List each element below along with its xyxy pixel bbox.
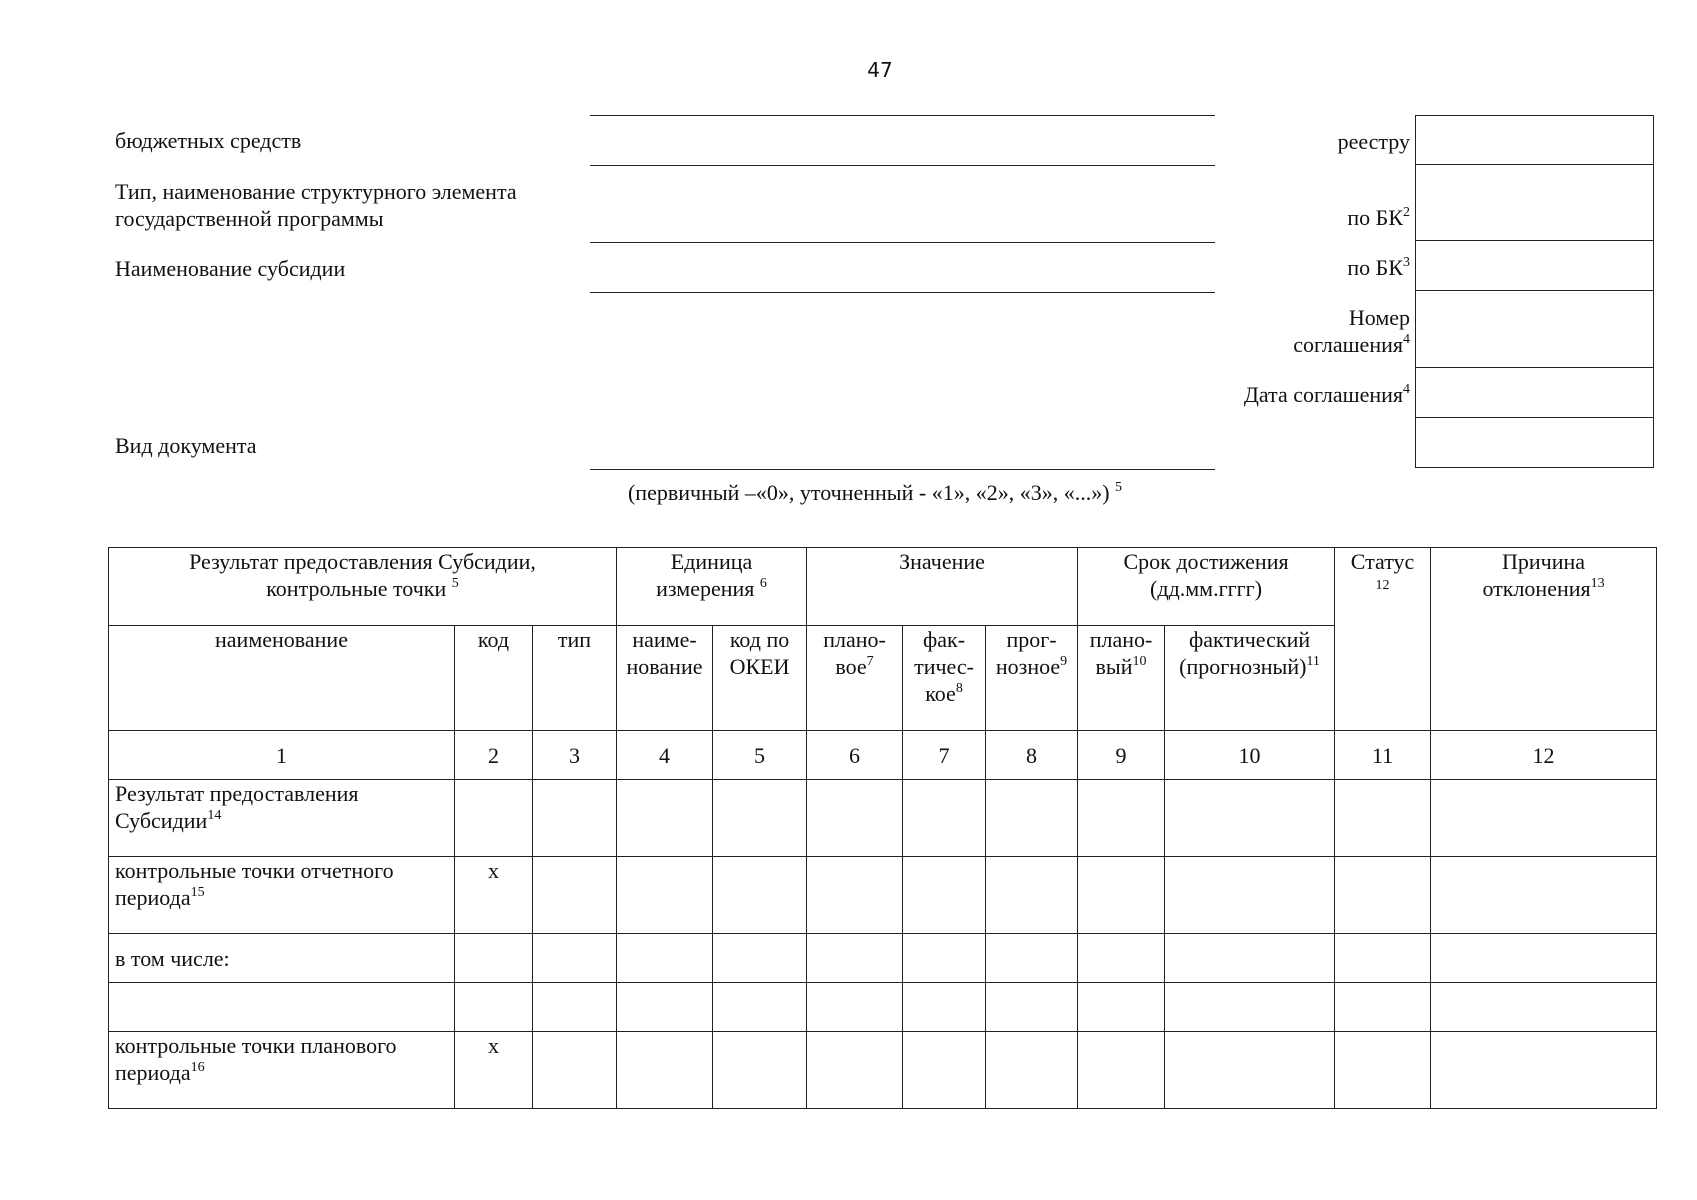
cell[interactable] xyxy=(109,983,455,1032)
cell[interactable] xyxy=(1431,780,1657,857)
row-subsidy-result-text: Субсидии xyxy=(115,808,208,833)
cell[interactable] xyxy=(713,934,807,983)
header-unit-line2 xyxy=(617,575,806,602)
subheader-forecast-value-text: нозное xyxy=(995,654,1061,679)
cell[interactable] xyxy=(1078,1032,1165,1109)
row-reporting-checkpoints-line1: контрольные точки отчетного xyxy=(115,858,394,883)
cell[interactable] xyxy=(533,857,617,934)
results-table xyxy=(108,547,1657,1109)
cell[interactable] xyxy=(807,1032,903,1109)
label-agreement-date-text: Дата соглашения xyxy=(1243,382,1403,407)
header-result xyxy=(109,548,617,626)
footnote-5-table: 5 xyxy=(451,576,459,591)
label-bk-1-text: по БК xyxy=(1347,205,1403,230)
cell[interactable] xyxy=(713,1032,807,1109)
header-result-line2-text: контрольные точки xyxy=(266,576,447,601)
label-bk-2 xyxy=(1080,254,1410,281)
page-number: 47 xyxy=(867,58,893,82)
table-row xyxy=(109,934,1657,983)
col-number: 5 xyxy=(713,731,807,780)
subheader-unit-name xyxy=(617,626,713,731)
cell[interactable] xyxy=(455,983,533,1032)
subheader-forecast-value-line2 xyxy=(986,653,1077,680)
cell[interactable] xyxy=(1335,1032,1431,1109)
subheader-okei xyxy=(713,626,807,731)
cell[interactable] xyxy=(1335,857,1431,934)
cell[interactable] xyxy=(986,983,1078,1032)
subheader-actual-value-line1: фак- xyxy=(922,627,966,652)
subheader-actual-term-line1: фактический xyxy=(1188,627,1311,652)
cell[interactable] xyxy=(986,857,1078,934)
cell[interactable] xyxy=(903,983,986,1032)
header-result-line1: Результат предоставления Субсидии, xyxy=(189,549,536,574)
cell[interactable] xyxy=(1431,934,1657,983)
col-number: 7 xyxy=(903,731,986,780)
subheader-unit-name-line2: нование xyxy=(626,654,703,679)
cell[interactable] xyxy=(1431,1032,1657,1109)
cell[interactable] xyxy=(455,934,533,983)
row-planned-checkpoints-line1: контрольные точки планового xyxy=(115,1033,397,1058)
cell[interactable] xyxy=(1165,857,1335,934)
cell[interactable] xyxy=(1431,857,1657,934)
subheader-planned-term-text: вый xyxy=(1095,654,1133,679)
col-number: 9 xyxy=(1078,731,1165,780)
footnote-15: 15 xyxy=(190,885,205,900)
footnote-3: 3 xyxy=(1403,255,1410,270)
subheader-planned-value-line1: плано- xyxy=(823,627,886,652)
row-reporting-checkpoints xyxy=(109,857,455,934)
footnote-13: 13 xyxy=(1590,576,1605,591)
cell[interactable] xyxy=(903,857,986,934)
row-reporting-checkpoints-line2 xyxy=(115,884,454,911)
fill-line-document-kind[interactable] xyxy=(590,469,1215,470)
subheader-okei-line2: ОКЕИ xyxy=(729,654,790,679)
fill-line-structural-element[interactable] xyxy=(590,242,1215,243)
footnote-14: 14 xyxy=(207,808,222,823)
header-reason xyxy=(1431,548,1657,731)
label-agreement-date xyxy=(1080,381,1410,408)
fill-line-subsidy[interactable] xyxy=(590,292,1215,293)
row-including: в том числе: xyxy=(109,934,455,983)
subheader-actual-term-text: (прогнозный) xyxy=(1179,654,1307,679)
cell[interactable] xyxy=(1165,983,1335,1032)
subheader-planned-term-line2 xyxy=(1078,653,1164,680)
cell[interactable] xyxy=(713,983,807,1032)
col-number: 11 xyxy=(1335,731,1431,780)
cell[interactable] xyxy=(986,934,1078,983)
label-registry: реестру xyxy=(1337,129,1410,154)
header-status xyxy=(1335,548,1431,731)
row-planned-checkpoints-line2 xyxy=(115,1059,454,1086)
cell[interactable] xyxy=(807,857,903,934)
footnote-2: 2 xyxy=(1403,205,1410,220)
cell[interactable] xyxy=(533,780,617,857)
row-subsidy-result xyxy=(109,780,455,857)
footnote-4a: 4 xyxy=(1403,332,1410,347)
label-document-kind: Вид документа xyxy=(115,433,257,458)
label-agreement-number xyxy=(1080,304,1410,358)
cell[interactable] xyxy=(617,780,713,857)
table-row xyxy=(109,780,1657,857)
header-value: Значение xyxy=(807,548,1078,626)
header-unit-line2-text: измерения xyxy=(656,576,755,601)
subheader-unit-name-line1: наиме- xyxy=(632,627,697,652)
table-row xyxy=(109,857,1657,934)
cell[interactable] xyxy=(533,934,617,983)
label-agreement-number-line1: Номер xyxy=(1348,305,1410,330)
subheader-planned-value-line2 xyxy=(807,653,902,680)
cell[interactable] xyxy=(713,857,807,934)
row-planned-checkpoints xyxy=(109,1032,455,1109)
document-kind-hint-text: (первичный –«0», уточненный - «1», «2», «3», «...») xyxy=(627,480,1110,505)
footnote-7: 7 xyxy=(866,654,874,669)
cell[interactable] xyxy=(1335,780,1431,857)
cell[interactable] xyxy=(455,780,533,857)
cell[interactable] xyxy=(713,780,807,857)
footnote-12: 12 xyxy=(1375,578,1390,593)
header-reason-line1: Причина xyxy=(1502,549,1586,574)
subheader-actual-term-line2 xyxy=(1165,653,1334,680)
cell[interactable] xyxy=(533,1032,617,1109)
subheader-okei-line1: код по xyxy=(729,627,790,652)
cell-code-x: x xyxy=(455,1032,533,1109)
footnote-9: 9 xyxy=(1060,654,1068,669)
box-bk-1[interactable] xyxy=(1415,164,1654,241)
subheader-actual-value-line3 xyxy=(903,680,985,707)
cell[interactable] xyxy=(617,934,713,983)
subheader-actual-term xyxy=(1165,626,1335,731)
row-subsidy-result-line1: Результат предоставления xyxy=(115,781,359,806)
col-number: 6 xyxy=(807,731,903,780)
cell[interactable] xyxy=(807,934,903,983)
label-agreement-number-text: соглашения xyxy=(1293,332,1403,357)
cell[interactable] xyxy=(986,780,1078,857)
subheader-actual-value-text: кое xyxy=(925,681,956,706)
subheader-forecast-value xyxy=(986,626,1078,731)
box-agreement-number[interactable] xyxy=(1415,291,1654,368)
cell[interactable] xyxy=(1078,780,1165,857)
label-structural-element-line2: государственной программы xyxy=(115,206,384,231)
col-number: 4 xyxy=(617,731,713,780)
cell[interactable] xyxy=(617,1032,713,1109)
cell[interactable] xyxy=(1335,934,1431,983)
col-number: 12 xyxy=(1431,731,1657,780)
footnote-6: 6 xyxy=(759,576,767,591)
box-bk-2[interactable] xyxy=(1415,241,1654,291)
footnote-8: 8 xyxy=(955,681,963,696)
subheader-name: наименование xyxy=(109,626,455,731)
document-kind-hint xyxy=(560,480,1190,506)
subheader-planned-value-text: вое xyxy=(835,654,867,679)
subheader-planned-term-line1: плано- xyxy=(1089,627,1153,652)
subheader-forecast-value-line1: прог- xyxy=(1006,627,1057,652)
footnote-16: 16 xyxy=(190,1060,205,1075)
box-agreement-date[interactable] xyxy=(1415,368,1654,418)
cell[interactable] xyxy=(1335,983,1431,1032)
subheader-planned-term xyxy=(1078,626,1165,731)
cell[interactable] xyxy=(533,983,617,1032)
cell[interactable] xyxy=(1078,934,1165,983)
subheader-type: тип xyxy=(533,626,617,731)
label-bk-1 xyxy=(1080,204,1410,231)
col-number: 10 xyxy=(1165,731,1335,780)
col-number: 3 xyxy=(533,731,617,780)
header-status-text: Статус xyxy=(1350,549,1415,574)
subheader-actual-value-line2: тичес- xyxy=(914,654,974,679)
footnote-10: 10 xyxy=(1132,654,1147,669)
cell-code-x: x xyxy=(455,857,533,934)
label-agreement-number-line2 xyxy=(1080,331,1410,358)
subheader-code: код xyxy=(455,626,533,731)
header-unit xyxy=(617,548,807,626)
cell[interactable] xyxy=(903,1032,986,1109)
footnote-4b: 4 xyxy=(1403,382,1410,397)
label-structural-element-line1: Тип, наименование структурного элемента xyxy=(115,179,517,204)
cell[interactable] xyxy=(903,934,986,983)
row-planned-checkpoints-text: периода xyxy=(115,1060,191,1085)
cell[interactable] xyxy=(903,780,986,857)
subheader-actual-value xyxy=(903,626,986,731)
fill-line-budget[interactable] xyxy=(590,165,1215,166)
row-subsidy-result-line2 xyxy=(115,807,454,834)
table-row xyxy=(109,983,1657,1032)
header-term-line2: (дд.мм.гггг) xyxy=(1150,576,1263,601)
cell[interactable] xyxy=(617,857,713,934)
cell[interactable] xyxy=(617,983,713,1032)
column-numbers-row xyxy=(109,731,1657,780)
cell[interactable] xyxy=(1165,1032,1335,1109)
cell[interactable] xyxy=(1078,857,1165,934)
col-number: 1 xyxy=(109,731,455,780)
header-reason-line2 xyxy=(1431,575,1656,602)
col-number: 8 xyxy=(986,731,1078,780)
label-structural-element xyxy=(115,178,517,232)
cell[interactable] xyxy=(1165,934,1335,983)
subheader-planned-value xyxy=(807,626,903,731)
header-term xyxy=(1078,548,1335,626)
header-result-line2 xyxy=(109,575,616,602)
label-subsidy-name: Наименование субсидии xyxy=(115,256,346,281)
cell[interactable] xyxy=(986,1032,1078,1109)
header-unit-line1: Единица xyxy=(670,549,753,574)
label-budget-funds: бюджетных средств xyxy=(115,128,302,153)
cell[interactable] xyxy=(1431,983,1657,1032)
box-document-kind[interactable] xyxy=(1415,418,1654,468)
header-term-line1: Срок достижения xyxy=(1123,549,1289,574)
header-row-main xyxy=(109,548,1657,626)
label-bk-2-text: по БК xyxy=(1347,255,1403,280)
cell[interactable] xyxy=(1165,780,1335,857)
cell[interactable] xyxy=(807,983,903,1032)
row-reporting-checkpoints-text: периода xyxy=(115,885,191,910)
header-reason-line2-text: отклонения xyxy=(1482,576,1591,601)
fill-line-top xyxy=(590,115,1215,116)
cell[interactable] xyxy=(1078,983,1165,1032)
footnote-5: 5 xyxy=(1115,480,1123,495)
cell[interactable] xyxy=(807,780,903,857)
table-row xyxy=(109,1032,1657,1109)
col-number: 2 xyxy=(455,731,533,780)
footnote-11: 11 xyxy=(1306,654,1320,669)
box-registry[interactable] xyxy=(1415,115,1654,165)
